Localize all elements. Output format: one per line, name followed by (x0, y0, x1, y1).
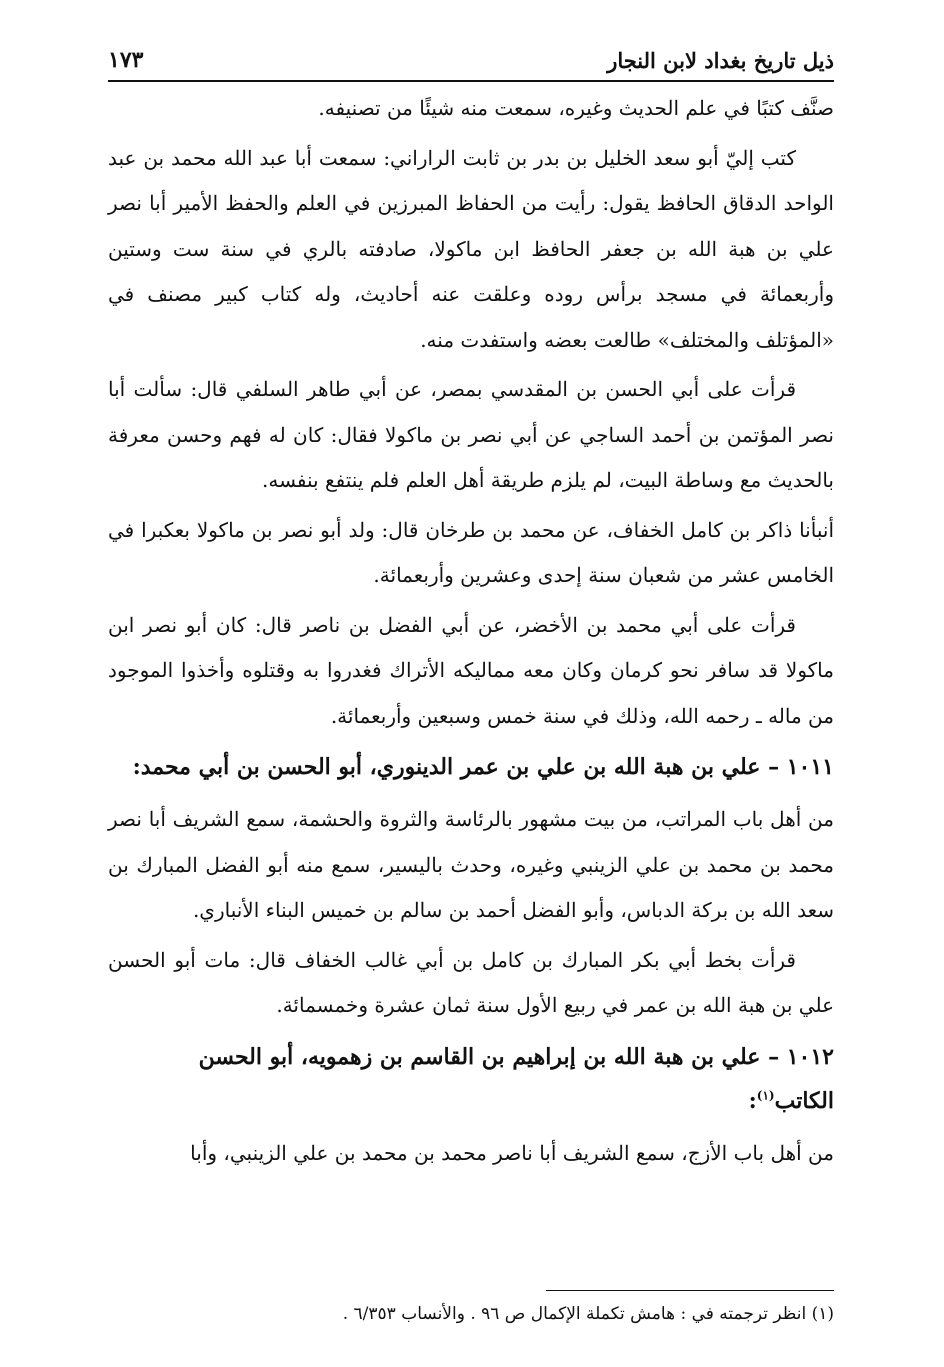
paragraph-text: صنَّف كتبًا في علم الحديث وغيره، سمعت منه شيئًا من تصنيفه. (318, 96, 834, 120)
paragraph-text: أنبأنا ذاكر بن كامل الخفاف، عن محمد بن طرخان قال: ولد أبو نصر بن ماكولا بعكبرا في الخامس عشر من شعبان سنة إحدى وعشرين وأربعمائة. (108, 517, 834, 587)
entry-heading-1011: ١٠١١ – علي بن هبة الله بن علي بن عمر الدينوري، أبو الحسن بن أبي محمد: (132, 754, 834, 780)
footnote: (١) انظر ترجمته في : هامش تكملة الإكمال ص ٩٦ . والأنساب ٦/٣٥٣ . (342, 1304, 834, 1324)
paragraph (108, 86, 834, 132)
paragraph (108, 797, 834, 934)
entry-heading-end: : (748, 1087, 757, 1114)
paragraph (108, 938, 834, 1029)
footnote-ref: (١) (756, 1088, 775, 1103)
paragraph-text: قرأت على أبي محمد بن الأخضر، عن أبي الفضل بن ناصر قال: كان أبو نصر ابن ماكولا قد سافر نحو كرمان وكان معه مماليكه الأتراك فغدروا به وقتلوه وأخذوا الموجود من ماله ـ رحمه الله، وذلك في سنة خمس وسبعين وأربعمائة. (108, 612, 834, 728)
main-text (108, 86, 834, 1180)
paragraph (108, 1131, 834, 1177)
paragraph (108, 508, 834, 599)
paragraph-text: من أهل باب المراتب، من بيت مشهور بالرئاسة والثروة والحشمة، سمع الشريف أبا نصر محمد بن محمد بن علي الزينبي وغيره، وحدث باليسير، سمع منه أبو الفضل المبارك بن سعد الله بن بركة الدباس، وأبو الفضل أحمد بن سالم بن خميس البناء الأنباري. (108, 807, 835, 922)
page-number: ١٧٣ (108, 47, 144, 73)
paragraph-text: من أهل باب الأزج، سمع الشريف أبا ناصر محمد بن محمد بن علي الزينبي، وأبا (190, 1140, 834, 1165)
paragraph (108, 136, 834, 364)
entry-heading-1012 (108, 1035, 834, 1123)
paragraph (108, 367, 834, 504)
footnote-divider (546, 1290, 834, 1291)
running-header (108, 40, 834, 82)
entry-heading-text: ١٠١٢ – علي بن هبة الله بن إبراهيم بن القاسم بن زهمويه، أبو الحسن الكاتب (198, 1043, 834, 1114)
paragraph-text: قرأت بخط أبي بكر المبارك بن كامل بن أبي غالب الخفاف قال: مات أبو الحسن علي بن هبة الله بن عمر في ربيع الأول سنة ثمان عشرة وخمسمائة. (108, 947, 834, 1017)
paragraph-text: كتب إليّ أبو سعد الخليل بن بدر بن ثابت الراراني: سمعت أبا عبد الله محمد بن عبد الواحد الدقاق الحافظ يقول: رأيت من الحفاظ المبرزين في العلم والحفظ الأمير أبا نصر علي بن هبة الله بن جعفر الحافظ ابن ماكولا، صادفته بالري في سنة ست وستين وأربعمائة في مسجد برأس روده وعلقت عنه أحاديث، وله كتاب كبير مصنف في «المؤتلف والمختلف» طالعت بعضه واستفدت منه. (108, 145, 834, 352)
paragraph (108, 603, 834, 740)
paragraph-text: قرأت على أبي الحسن بن المقدسي بمصر، عن أبي طاهر السلفي قال: سألت أبا نصر المؤتمن بن أحمد الساجي عن أبي نصر بن ماكولا فقال: كان له فهم وحسن معرفة بالحديث مع وساطة البيت، لم يلزم طريقة أهل العلم فلم ينتفع بنفسه. (108, 377, 834, 492)
running-title: ذيل تاريخ بغداد لابن النجار (607, 47, 834, 73)
